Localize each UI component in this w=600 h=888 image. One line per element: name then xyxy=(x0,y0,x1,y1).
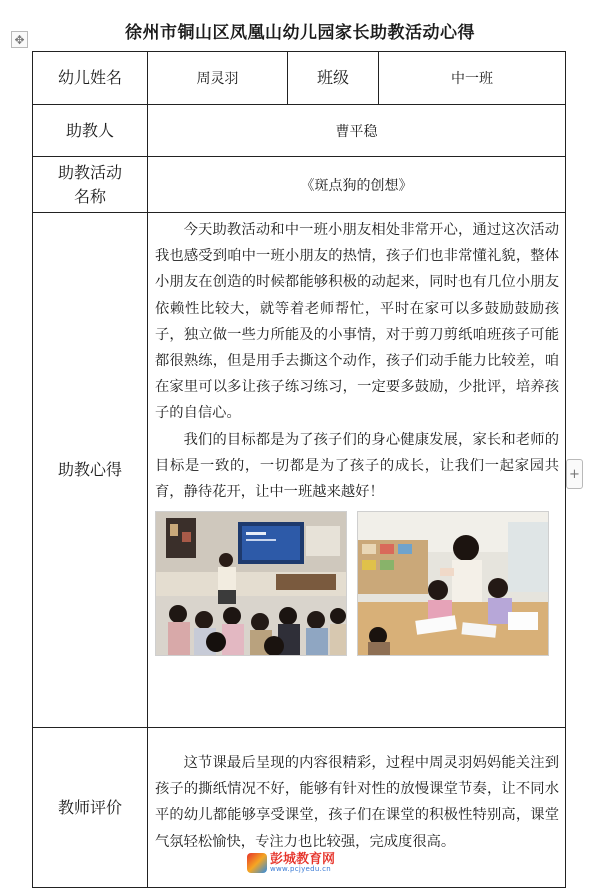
site-watermark xyxy=(247,850,372,876)
activity-label-line2: 名称 xyxy=(73,186,106,206)
activity-label-line1: 助教活动 xyxy=(57,162,122,182)
table-row xyxy=(33,157,566,213)
review-label-cell xyxy=(33,728,148,888)
activity-value: 《斑点狗的创想》 xyxy=(300,177,413,194)
child-name-value-cell[interactable] xyxy=(148,52,288,105)
class-value: 中一班 xyxy=(451,71,493,87)
table-row xyxy=(33,52,566,105)
review-label: 教师评价 xyxy=(57,797,122,817)
document-title: 徐州市铜山区凤凰山幼儿园家长助教活动心得 xyxy=(125,23,475,43)
class-label-cell xyxy=(288,52,379,105)
photo-row xyxy=(155,511,559,656)
class-label: 班级 xyxy=(316,68,349,87)
reflection-label: 助教心得 xyxy=(57,460,122,479)
table-row xyxy=(33,213,566,728)
reflection-content-cell[interactable] xyxy=(148,213,566,728)
watermark-main-text: 彭城教育网 xyxy=(270,852,336,867)
child-name-label: 幼儿姓名 xyxy=(57,68,122,87)
reflection-label-cell xyxy=(33,213,148,728)
watermark-sub-text: www.pcjyedu.cn xyxy=(270,865,332,873)
review-paragraph: 这节课最后呈现的内容很精彩，过程中周灵羽妈妈能关注到孩子的撕纸情况不好，能够有针对性的放慢课堂节奏，让不同水平的幼儿都能够享受课堂，孩子们在课堂的积极性特别高，课堂气氛轻松愉快，专注力也比较强，完成度很高。 xyxy=(155,755,559,850)
assistant-value: 曹平稳 xyxy=(335,123,378,140)
class-value-cell[interactable] xyxy=(379,52,566,105)
assistant-value-cell[interactable] xyxy=(148,105,566,157)
reflection-paragraph-2: 我们的目标都是为了孩子们的身心健康发展，家长和老师的目标是一致的，一切都是为了孩子的成长，让我们一起家园共育，静待花开，让中一班越来越好！ xyxy=(155,431,559,501)
watermark-logo-icon xyxy=(247,853,267,873)
move-arrows-icon[interactable]: ✥ xyxy=(11,31,28,48)
classroom-photo-1 xyxy=(155,511,347,656)
activity-form-table xyxy=(32,51,566,888)
assistant-label: 助教人 xyxy=(65,120,114,140)
plus-icon[interactable]: + xyxy=(566,459,583,489)
reflection-paragraph-1: 今天助教活动和中一班小朋友相处非常开心，通过这次活动我也感受到咱中一班小朋友的热情，孩子们也非常懂礼貌，整体小朋友在创造的时候都能够积极的动起来，同时也有几位小朋友依赖性比较大，就等着老师帮忙，平时在家可以多鼓励鼓励孩子，独立做一些力所能及的小事情，对于剪刀剪纸咱班孩子可能都很熟练，但是用手去撕这个动作，孩子们动手能力比较差，咱在家里可以多让孩子练习练习，一定要多鼓励，少批评，培养孩子的自信心。 xyxy=(155,222,559,422)
child-name-label-cell xyxy=(33,52,148,105)
table-row xyxy=(33,105,566,157)
classroom-photo-2 xyxy=(357,511,549,656)
assistant-label-cell xyxy=(33,105,148,157)
child-name-value: 周灵羽 xyxy=(196,71,239,87)
activity-label-cell xyxy=(33,157,148,213)
activity-value-cell[interactable] xyxy=(148,157,566,213)
